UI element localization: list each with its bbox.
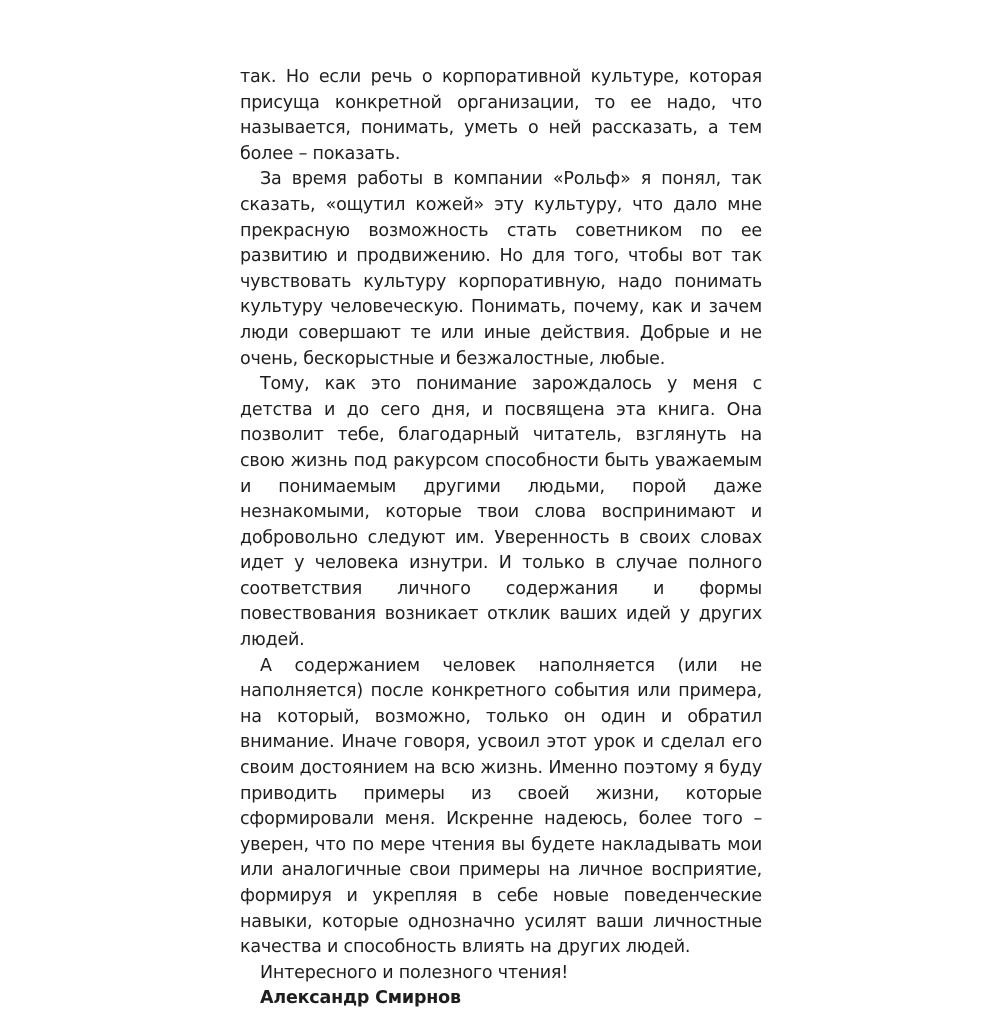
paragraph-3: Тому, как это понимание зарождалось у меня с детства и до сего дня, и посвящена эта книга. Она позволит тебе, благодарный читатель, взглянуть на свою жизнь под ракурсом способности быть уважаемым и понимаемым другими людьми, порой даже незнакомыми, которые твои слова воспринимают и добровольно следуют им. Уверенность в своих словах идет у человека изнутри. И только в случае полного соответствия личного содержания и формы повествования возникает отклик ваших идей у других людей.	[240, 374, 762, 651]
paragraph-4: А содержанием человек наполняется (или не наполняется) после конкретного события или примера, на который, возможно, только он один и обратил внимание. Иначе говоря, усвоил этот урок и сделал его своим достоянием на всю жизнь. Именно поэтому я буду приводить примеры из своей жизни, которые сформировали меня. Искренне надеюсь, более того – уверен, что по мере чтения вы будете накладывать мои или аналогичные свои примеры на личное восприятие, формируя и укрепляя в себе новые поведенческие навыки, которые однозначно усилят ваши личностные качества и способность влиять на других людей.	[240, 655, 762, 958]
paragraph-1: так. Но если речь о корпоративной культуре, которая присуща конкретной организации, то ее надо, что называется, понимать, уметь о ней рассказать, а тем более – показать.	[240, 67, 762, 164]
book-page	[240, 65, 762, 1012]
paragraph-2: За время работы в компании «Рольф» я понял, так сказать, «ощутил кожей» эту культуру, что дало мне прекрасную возможность стать советником по ее развитию и продвижению. Но для того, чтобы вот так чувствовать культуру корпоративную, надо понимать культуру человеческую. Понимать, почему, как и зачем люди совершают те или иные действия. Добрые и не очень, бескорыстные и безжалостные, любые.	[240, 169, 762, 369]
author-signature: Александр Смирнов	[260, 988, 461, 1009]
closing-line: Интересного и полезного чтения!	[260, 962, 569, 983]
